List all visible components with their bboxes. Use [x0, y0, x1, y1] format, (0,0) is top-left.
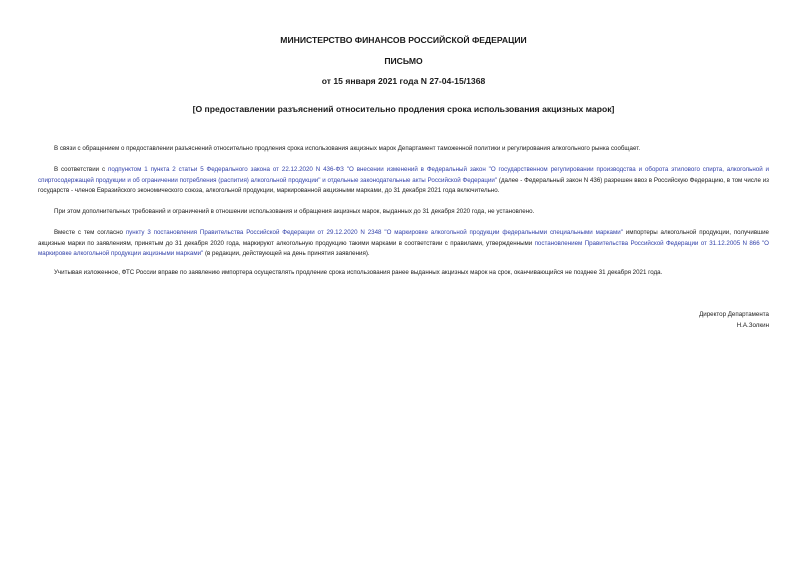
- document-subject: [О предоставлении разъяснений относительно продления срока использования акцизных марок]: [192, 104, 615, 114]
- resolution-2348-link[interactable]: пункту 3 постановления Правительства Российской Федерации от 29.12.2020 N 2348 "О маркировке алкогольной продукции федеральными специальными марками": [125, 229, 623, 236]
- paragraph-1: В связи с обращением о предоставлении разъяснений относительно продления срока использования акцизных марок Департамент таможенной политики и регулирования алкогольного рынка сообщает.: [54, 145, 641, 152]
- ministry-title: МИНИСТЕРСТВО ФИНАНСОВ РОССИЙСКОЙ ФЕДЕРАЦИИ: [280, 35, 527, 45]
- paragraph-2-text-2: (далее - Федеральный закон N 436) разрешен ввоз в Российскую Федерацию, в том числе из государств - членов Евразийского экономического союза, алкогольной продукции, маркированной акцизными марками, до 31 декабря 2021 года включительно.: [38, 176, 769, 194]
- paragraph-4-text-3: (в редакции, действующей на день принятия заявления).: [203, 250, 370, 257]
- signature-position: Директор Департамента: [699, 311, 769, 318]
- law-436-fz-link[interactable]: подпунктом 1 пункта 2 статьи 5 Федерального закона от 22.12.2020 N 436-ФЗ "О внесении изменений в Федеральный закон "О государственном регулировании производства и оборота этилового спирта, алкогольной и спиртосодержащей продукции и об ограничении потребления (распития) алкогольной продукции" и отдельные законодательные акты Российской Федерации": [38, 166, 769, 184]
- paragraph-4-text-1: Вместе с тем согласно: [54, 229, 126, 236]
- document-type: ПИСЬМО: [384, 56, 423, 66]
- paragraph-2: [38, 165, 769, 197]
- resolution-866-link[interactable]: постановлением Правительства Российской Федерации от 31.12.2005 N 866 "О маркировке алкогольной продукции акцизными марками": [38, 239, 769, 257]
- paragraph-4: [38, 228, 769, 260]
- paragraph-2-text-1: В соответствии с: [54, 166, 108, 173]
- document-date-number: от 15 января 2021 года N 27-04-15/1368: [321, 76, 486, 86]
- paragraph-3: При этом дополнительных требований и ограничений в отношении использования и обращения акцизных марок, выданных до 31 декабря 2020 года, не установлено.: [54, 208, 535, 215]
- signature-block: [549, 309, 769, 331]
- paragraph-5: Учитывая изложенное, ФТС России вправе по заявлению импортера осуществлять продление срока использования ранее выданных акцизных марок на срок, оканчивающийся не позднее 31 декабря 2021 года.: [54, 269, 663, 276]
- signature-name: Н.А.Золкин: [736, 322, 769, 329]
- paragraph-4-text-2: импортеры алкогольной продукции, получившие акцизные марки по заявлениям, принятым до 31 декабря 2020 года, маркируют алкогольную продукцию такими марками в соответствии с правилами, утвержденными: [38, 229, 770, 247]
